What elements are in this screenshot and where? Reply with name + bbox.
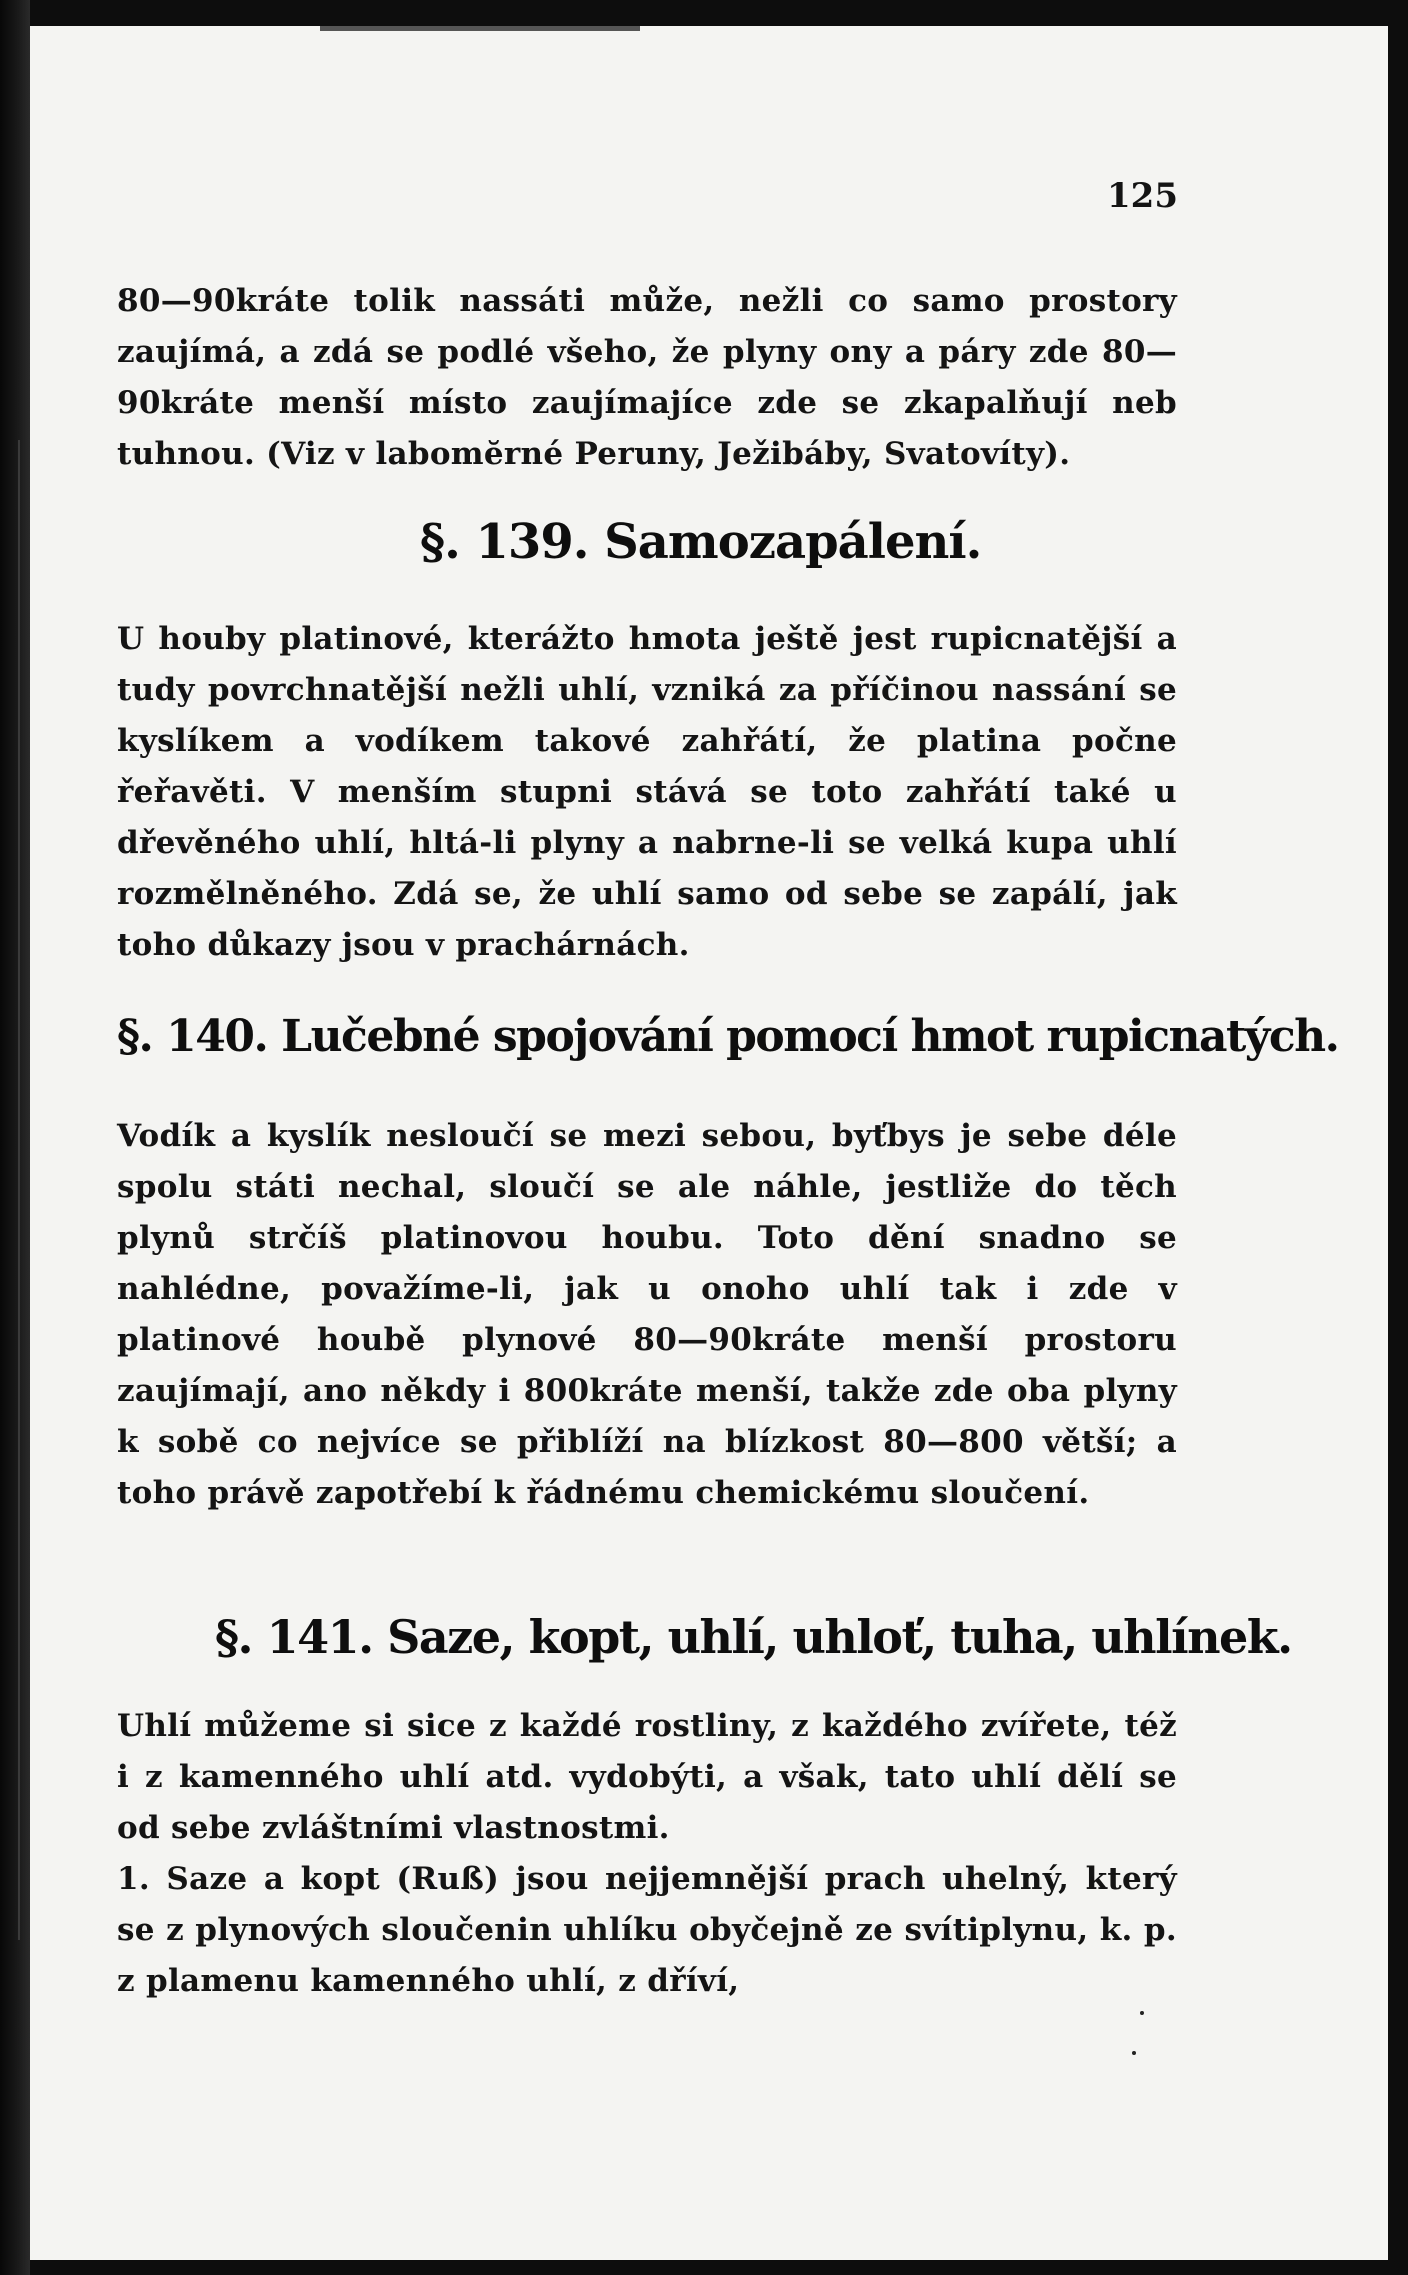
paper-speck xyxy=(1132,2051,1136,2055)
page-top-mark xyxy=(320,26,640,31)
paragraph-samozapaleni: U houby platinové, kterážto hmota ještě jest rupicnatější a tudy povrchnatější nežli uhlí, vzniká za příčinou nassání se kyslíkem a vodíkem takové zahřátí, že platina počne řeřavěti. V menším stupni stává se toto zahřátí také u dřevěného uhlí, hltá-li plyny a nabrne-li se velká kupa uhlí rozmělněného. Zdá se, že uhlí samo od sebe se zapálí, jak toho důkazy jsou v prachárnách. xyxy=(117,621,1177,963)
section-heading-140: §. 140. Lučebné spojování pomocí hmot rupicnatých. xyxy=(117,1011,1339,1062)
book-page xyxy=(30,26,1388,2260)
paragraph-uhli-intro: Uhlí můžeme si sice z každé rostliny, z každého zvířete, též i z kamenného uhlí atd. vydobýti, a však, tato uhlí dělí se od sebe zvláštními vlastnostmi. xyxy=(117,1708,1177,1846)
section-heading-139: §. 139. Samozapálení. xyxy=(420,514,982,570)
paragraph-saze-kopt: 1. Saze a kopt (Ruß) jsou nejjemnější prach uhelný, který se z plynových sloučenin uhlíku obyčejně ze svítiplynu, k. p. z plamenu kamenného uhlí, z dříví, xyxy=(117,1861,1177,1999)
page-number: 125 xyxy=(1107,176,1178,216)
section-heading-141: §. 141. Saze, kopt, uhlí, uhloť, tuha, uhlínek. xyxy=(215,1610,1292,1664)
book-binding-edge xyxy=(0,0,30,2275)
paragraph-continuation: 80—90kráte tolik nassáti může, nežli co samo prostory zaujímá, a zdá se podlé všeho, že plyny ony a páry zde 80—90kráte menší místo zaujímajíce zde se zkapalňují neb tuhnou. (Viz v labomĕrné Peruny, Ježibáby, Svatovíty). xyxy=(117,283,1177,472)
binding-shadow-line xyxy=(18,440,20,1940)
paper-speck xyxy=(1140,2011,1144,2015)
paragraph-lucebne-spojovani: Vodík a kyslík nesloučí se mezi sebou, byťbys je sebe déle spolu státi nechal, sloučí se ale náhle, jestliže do těch plynů strčíš platinovou houbu. Toto dění snadno se nahlédne, považíme-li, jak u onoho uhlí tak i zde v platinové houbě plynové 80—90kráte menší prostoru zaujímají, ano někdy i 800kráte menší, takže zde oba plyny k sobě co nejvíce se přiblíží na blízkost 80—800 větší; a toho právě zapotřebí k řádnému chemickému sloučení. xyxy=(117,1118,1177,1511)
